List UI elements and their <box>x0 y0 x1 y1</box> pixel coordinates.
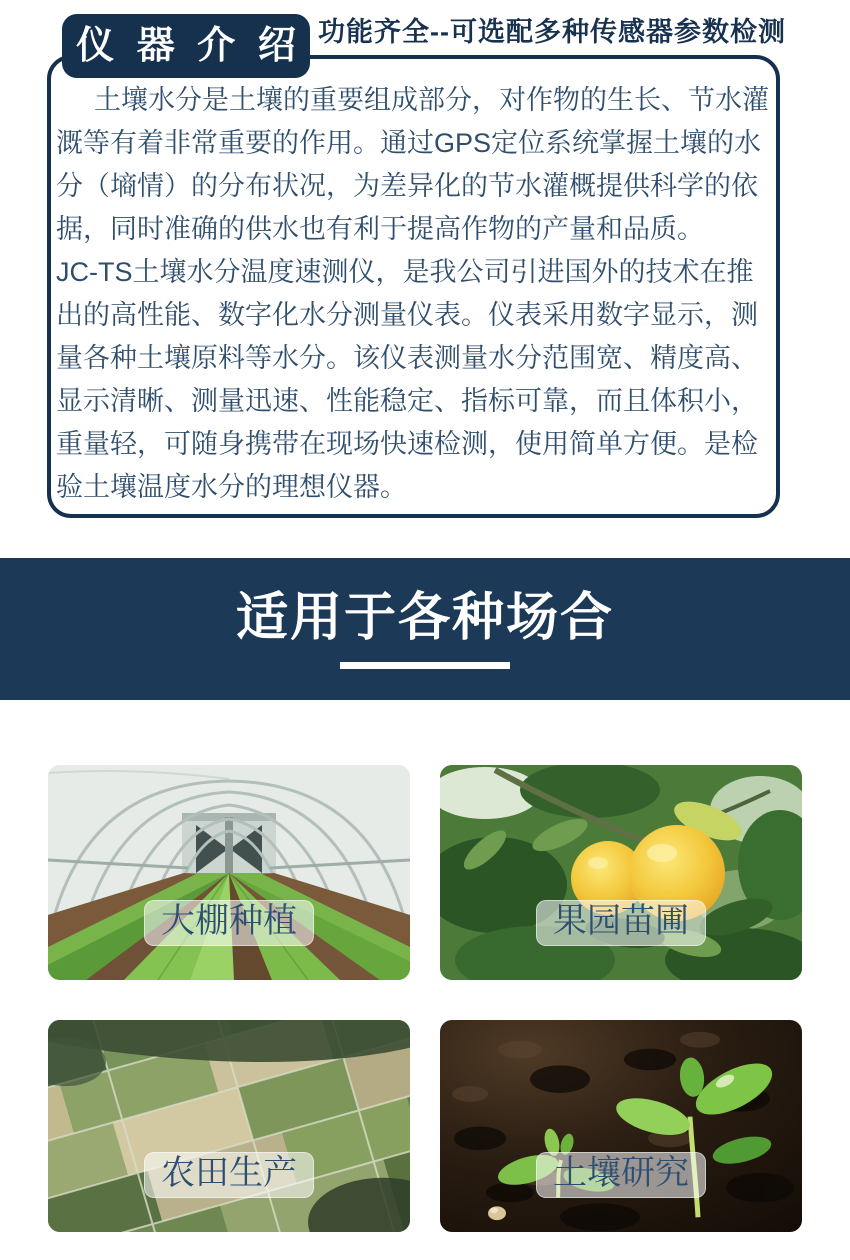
scene-label-orchard: 果园苗圃 <box>536 900 706 946</box>
farmland-photo <box>48 1020 410 1232</box>
scene-card-greenhouse <box>48 765 410 980</box>
orchard-photo <box>440 765 802 980</box>
scene-card-orchard <box>440 765 802 980</box>
scene-card-soil <box>440 1020 802 1232</box>
intro-box <box>47 55 780 518</box>
intro-paragraph-1: 土壤水分是土壤的重要组成部分，对作物的生长、节水灌溉等有着非常重要的作用。通过GPS定位系统掌握土壤的水分（墒情）的分布状况，为差异化的节水灌概提供科学的依据，同时准确的供水也有利于提高作物的产量和品质。 <box>56 85 769 244</box>
scenes-banner-title: 适用于各种场合 <box>235 589 614 648</box>
section-badge <box>62 14 310 78</box>
header-title: 功能齐全--可选配多种传感器参数检测 <box>318 17 786 47</box>
scene-label-greenhouse: 大棚种植 <box>144 900 314 946</box>
scene-label-soil: 土壤研究 <box>536 1152 706 1198</box>
intro-paragraph-2: JC-TS土壤水分温度速测仪，是我公司引进国外的技术在推出的高性能、数字化水分测量仪表。仪表采用数字显示，测量各种土壤原料等水分。该仪表测量水分范围宽、精度高、显示清晰、测量迅速、性能稳定、指标可靠，而且体积小，重量轻，可随身携带在现场快速检测，使用简单方便。是检验土壤温度水分的理想仪器。 <box>56 257 758 502</box>
soil-photo <box>440 1020 802 1232</box>
scenes-banner <box>0 558 850 700</box>
scene-card-farmland <box>48 1020 410 1232</box>
scene-gallery <box>48 765 802 1232</box>
banner-underline <box>340 662 510 669</box>
scene-label-farmland: 农田生产 <box>144 1152 314 1198</box>
section-badge-label: 仪 器 介 绍 <box>76 25 302 67</box>
greenhouse-photo <box>48 765 410 980</box>
